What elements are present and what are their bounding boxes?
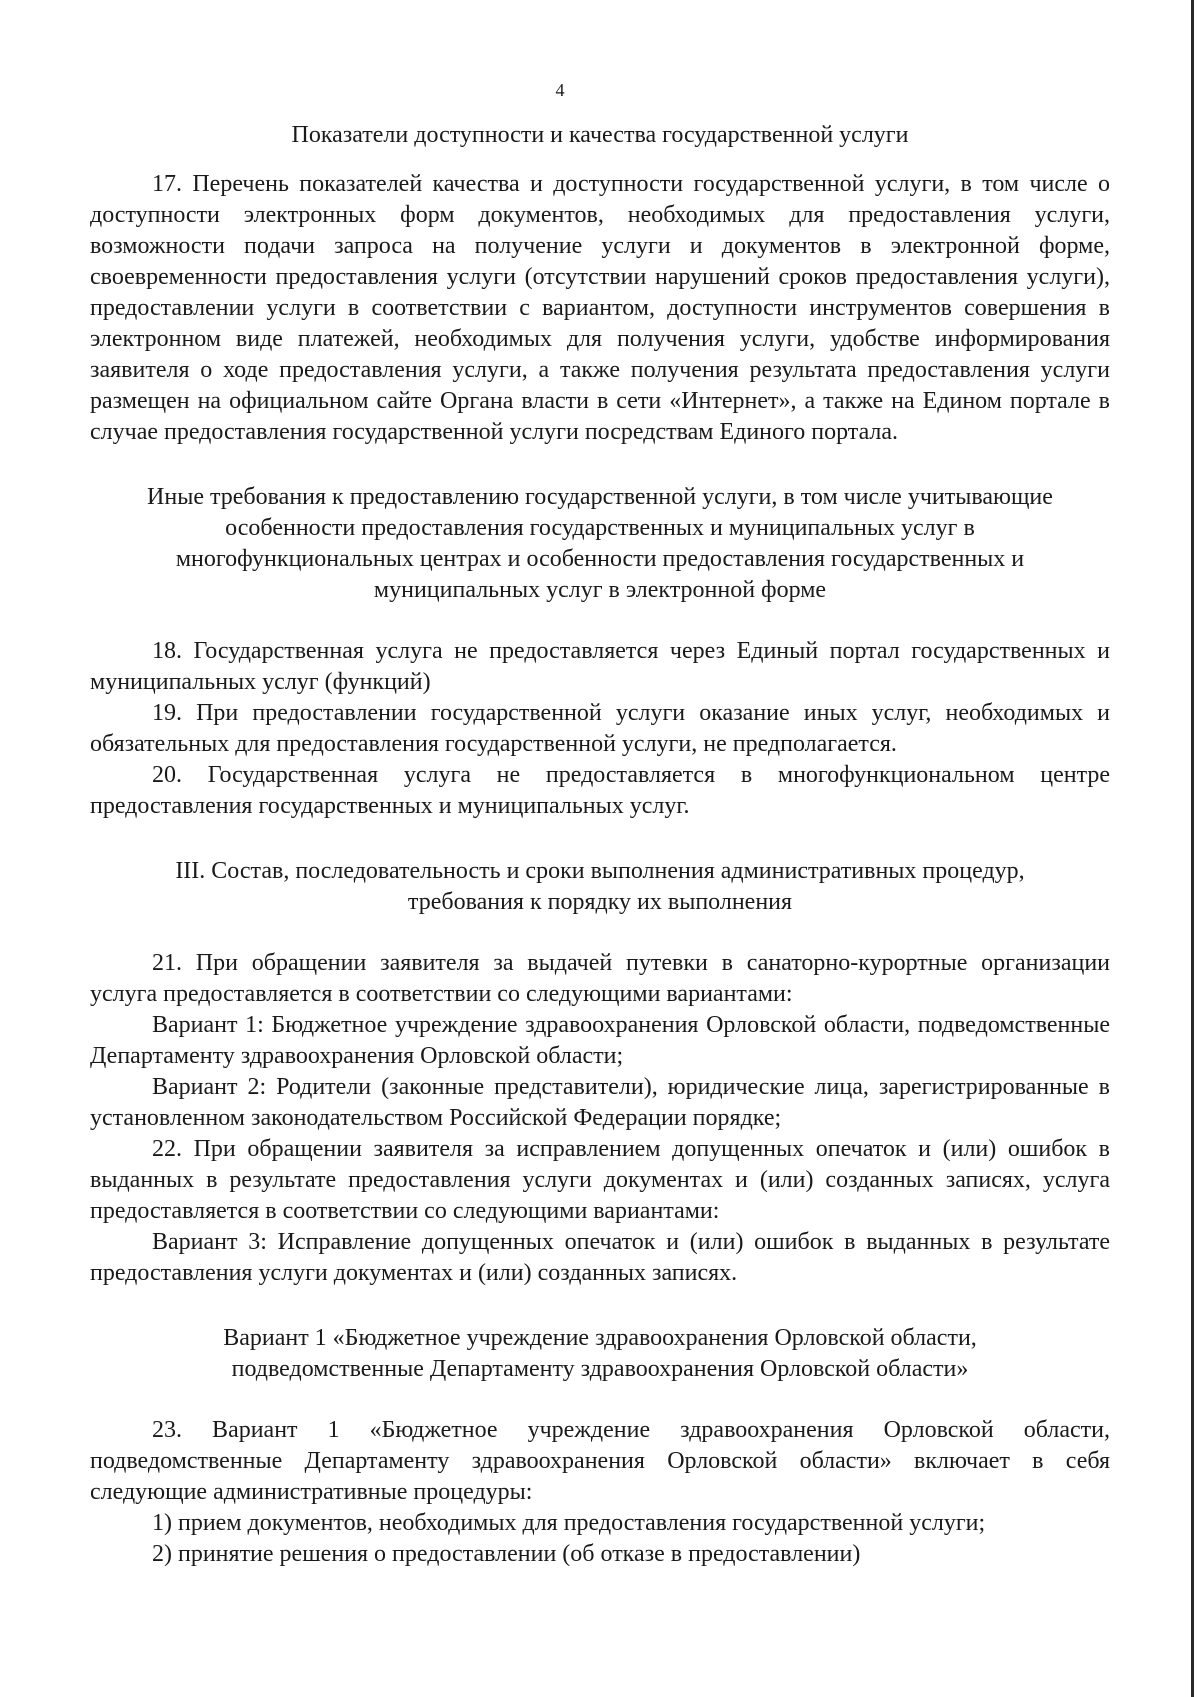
paragraph-20: 20. Государственная услуга не предоставляется в многофункциональном центре предоставления государственных и муниципальных услуг. <box>90 762 1110 819</box>
paragraph-17: 17. Перечень показателей качества и доступности государственной услуги, в том числе о доступности электронных форм документов, необходимых для предоставления услуги, возможности подачи запроса на получение услуги и документов в электронной форме, своевременности предоставления услуги (отсутствии нарушений сроков предоставления услуги), предоставлении услуги в соответствии с вариантом, доступности инструментов совершения в электронном виде платежей, необходимых для получения услуги, удобстве информирования заявителя о ходе предоставления услуги, а также получения результата предоставления услуги размещен на официальном сайте Органа власти в сети «Интернет», а также на Едином портале в случае предоставления государственной услуги посредствам Единого портала. <box>90 171 1110 445</box>
procedure-item-1: 1) прием документов, необходимых для предоставления государственной услуги; <box>152 1510 986 1536</box>
document-body <box>90 120 1110 1570</box>
paragraph-22: 22. При обращении заявителя за исправлением допущенных опечаток и (или) ошибок в выданных в результате предоставления услуги документах и (или) созданных записях, услуга предоставляется в соответствии со следующими вариантами: <box>90 1136 1110 1224</box>
paragraph-21: 21. При обращении заявителя за выдачей путевки в санаторно-курортные организации услуга предоставляется в соответствии со следующими вариантами: <box>90 950 1110 1007</box>
variant-3-item: Вариант 3: Исправление допущенных опечаток и (или) ошибок в выданных в результате предоставления услуги документах и (или) созданных записях. <box>90 1229 1110 1286</box>
paragraph-19: 19. При предоставлении государственной услуги оказание иных услуг, необходимых и обязательных для предоставления государственной услуги, не предполагается. <box>90 700 1110 757</box>
variant-1-item: Вариант 1: Бюджетное учреждение здравоохранения Орловской области, подведомственные Департаменту здравоохранения Орловской области; <box>90 1012 1110 1069</box>
page-number: 4 <box>555 80 565 100</box>
paragraph-23: 23. Вариант 1 «Бюджетное учреждение здравоохранения Орловской области, подведомственные Департаменту здравоохранения Орловской области» включает в себя следующие административные процедуры: <box>90 1417 1110 1505</box>
scan-edge-line <box>1191 0 1194 1697</box>
section-heading-other-requirements: Иные требования к предоставлению государственной услуги, в том числе учитывающие особенности предоставления государственных и муниципальных услуг в многофункциональных центрах и особенности предоставления государственных и муниципальных услуг в электронной форме <box>147 484 1053 603</box>
paragraph-18: 18. Государственная услуга не предоставляется через Единый портал государственных и муниципальных услуг (функций) <box>90 638 1110 695</box>
section-heading-quality-indicators: Показатели доступности и качества государственной услуги <box>291 122 909 148</box>
section-heading-variant-1: Вариант 1 «Бюджетное учреждение здравоохранения Орловской области, подведомственные Департаменту здравоохранения Орловской области» <box>223 1325 977 1382</box>
procedure-item-2: 2) принятие решения о предоставлении (об отказе в предоставлении) <box>152 1541 861 1567</box>
section-heading-administrative-procedures: III. Состав, последовательность и сроки выполнения административных процедур, требования к порядку их выполнения <box>175 858 1025 915</box>
variant-2-item: Вариант 2: Родители (законные представители), юридические лица, зарегистрированные в установленном законодательством Российской Федерации порядке; <box>90 1074 1110 1131</box>
